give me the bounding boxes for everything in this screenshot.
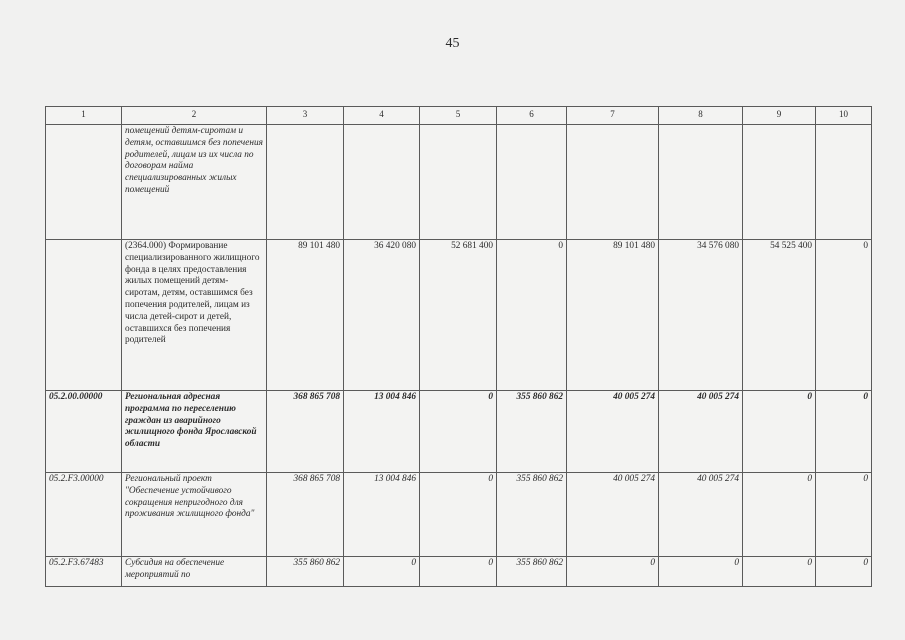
cell-col5: 52 681 400	[420, 240, 497, 391]
table-row	[46, 240, 872, 391]
row-name: (2364.000) Формирование специализированного жилищного фонда в целях предоставления жилых помещений детям-сиротам, детям, оставшимся без попечения родителей, лицам из числа детей-сирот и детей, оставшихся без попечения родителей	[122, 240, 267, 391]
cell-col10: 0	[816, 391, 872, 473]
row-name: Субсидия на обеспечение мероприятий по	[122, 557, 267, 587]
cell-col3: 89 101 480	[267, 240, 344, 391]
cell-col7: 40 005 274	[567, 391, 659, 473]
table-row	[46, 557, 872, 587]
row-code: 05.2.F3.00000	[46, 473, 122, 557]
column-header: 4	[344, 107, 420, 125]
cell-col5: 0	[420, 473, 497, 557]
cell-col4: 36 420 080	[344, 240, 420, 391]
cell-col4: 13 004 846	[344, 391, 420, 473]
cell-col3: 355 860 862	[267, 557, 344, 587]
cell-col3: 368 865 708	[267, 473, 344, 557]
column-header: 5	[420, 107, 497, 125]
column-header: 6	[497, 107, 567, 125]
cell-col8: 0	[659, 557, 743, 587]
row-code	[46, 240, 122, 391]
table-row	[46, 125, 872, 240]
cell-col8: 40 005 274	[659, 473, 743, 557]
column-number-row	[46, 107, 872, 125]
row-name: Региональная адресная программа по переселению граждан из аварийного жилищного фонда Ярославской области	[122, 391, 267, 473]
row-name: Региональный проект "Обеспечение устойчивого сокращения непригодного для проживания жилищного фонда"	[122, 473, 267, 557]
cell-col5: 0	[420, 557, 497, 587]
cell-col4: 13 004 846	[344, 473, 420, 557]
column-header: 3	[267, 107, 344, 125]
cell-col9	[743, 125, 816, 240]
cell-col3: 368 865 708	[267, 391, 344, 473]
cell-col9: 0	[743, 473, 816, 557]
cell-col10: 0	[816, 473, 872, 557]
column-header: 10	[816, 107, 872, 125]
row-name: помещений детям-сиротам и детям, оставшимся без попечения родителей, лицам из их числа по договорам найма специализированных жилых помещений	[122, 125, 267, 240]
cell-col8	[659, 125, 743, 240]
cell-col10: 0	[816, 557, 872, 587]
column-header: 7	[567, 107, 659, 125]
cell-col5: 0	[420, 391, 497, 473]
cell-col6: 355 860 862	[497, 391, 567, 473]
cell-col7: 89 101 480	[567, 240, 659, 391]
column-header: 1	[46, 107, 122, 125]
table-row	[46, 391, 872, 473]
row-code: 05.2.00.00000	[46, 391, 122, 473]
cell-col10	[816, 125, 872, 240]
cell-col4	[344, 125, 420, 240]
cell-col9: 0	[743, 557, 816, 587]
cell-col7: 0	[567, 557, 659, 587]
cell-col9: 54 525 400	[743, 240, 816, 391]
column-header: 8	[659, 107, 743, 125]
page-number: 45	[445, 36, 460, 51]
cell-col6: 355 860 862	[497, 557, 567, 587]
row-code: 05.2.F3.67483	[46, 557, 122, 587]
cell-col7: 40 005 274	[567, 473, 659, 557]
column-header: 2	[122, 107, 267, 125]
cell-col10: 0	[816, 240, 872, 391]
cell-col4: 0	[344, 557, 420, 587]
cell-col5	[420, 125, 497, 240]
cell-col8: 34 576 080	[659, 240, 743, 391]
cell-col9: 0	[743, 391, 816, 473]
column-header: 9	[743, 107, 816, 125]
cell-col8: 40 005 274	[659, 391, 743, 473]
budget-table	[45, 106, 872, 587]
table-row	[46, 473, 872, 557]
cell-col3	[267, 125, 344, 240]
cell-col7	[567, 125, 659, 240]
row-code	[46, 125, 122, 240]
cell-col6	[497, 125, 567, 240]
cell-col6: 355 860 862	[497, 473, 567, 557]
cell-col6: 0	[497, 240, 567, 391]
